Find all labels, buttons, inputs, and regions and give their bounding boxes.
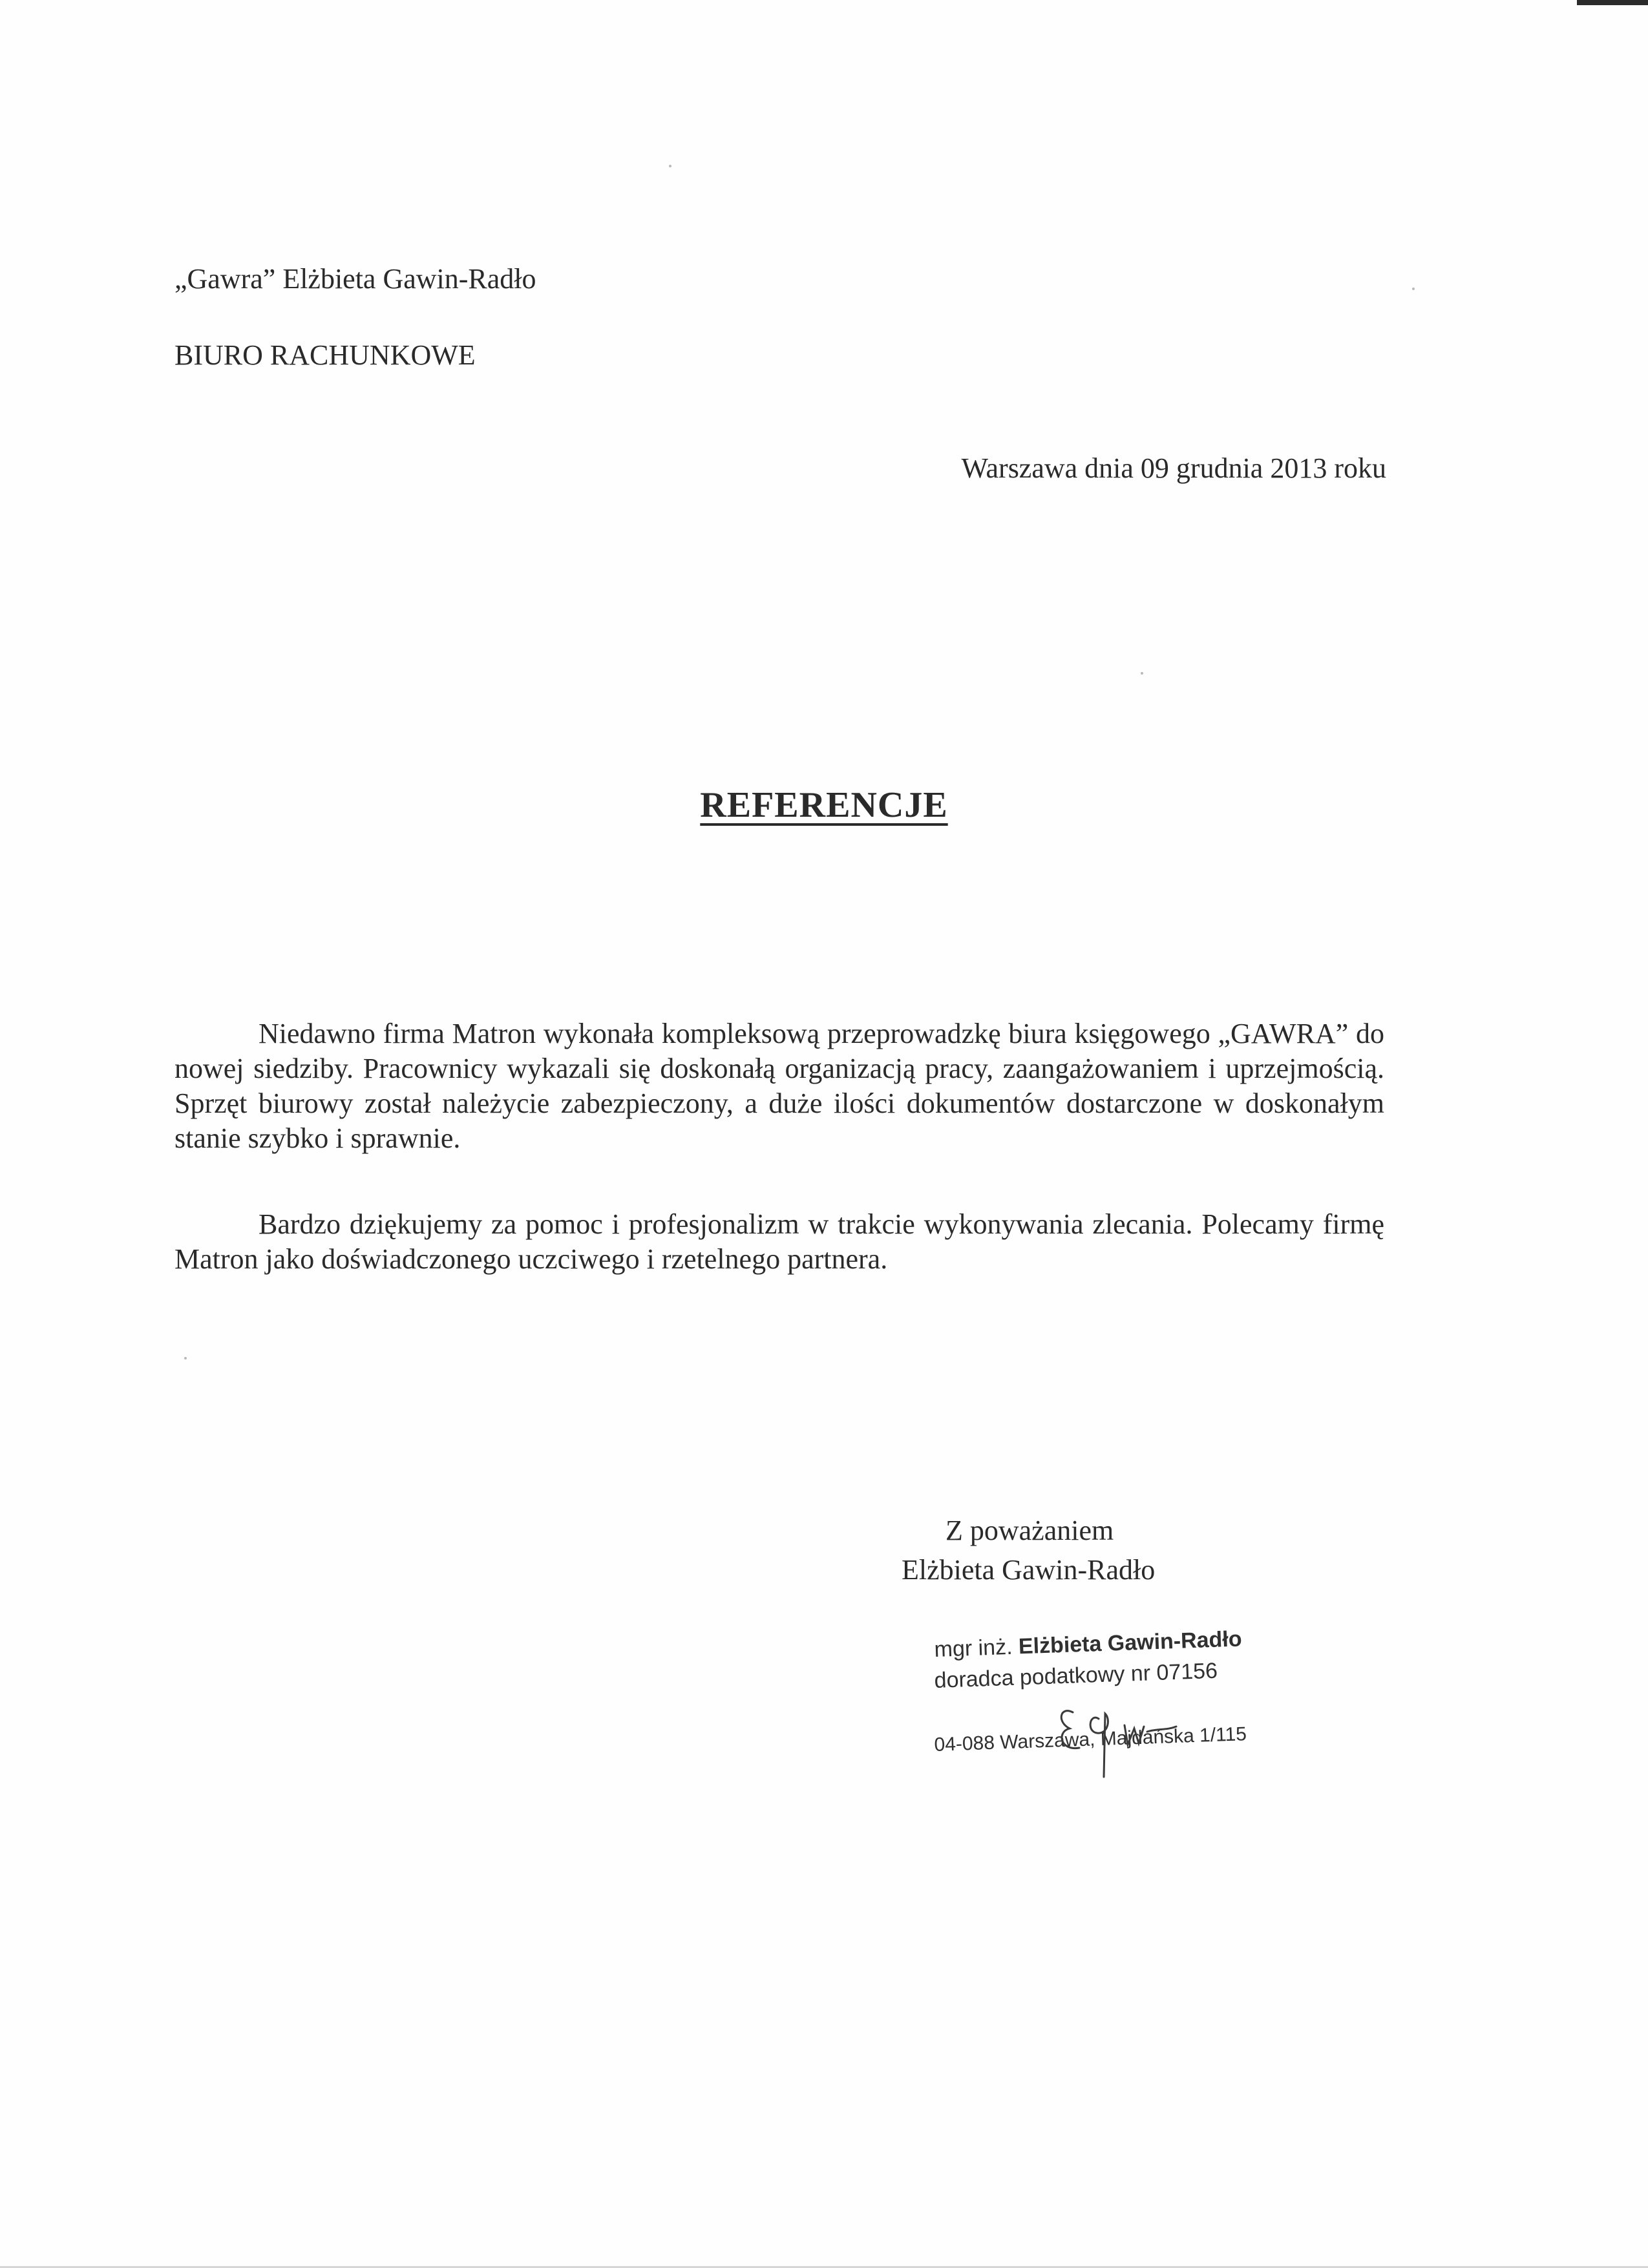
closing-salutation: Z poważaniem [945,1515,1114,1546]
document-title [0,787,1648,823]
letterhead-company: „Gawra” Elżbieta Gawin-Radło [174,263,536,295]
handwritten-signature [1053,1674,1221,1783]
body-paragraph-2: Bardzo dziękujemy za pomoc i profesjonalizm w trakcie wykonywania zlecania. Polecamy firmę Matron jako doświadczonego uczciwego i rzetelnego partnera. [174,1208,1384,1275]
date-line: Warszawa dnia 09 grudnia 2013 roku [961,452,1386,484]
stamp-line-name [934,1626,1242,1663]
stamp-title-prefix: mgr inż. [934,1634,1013,1662]
closing-name: Elżbieta Gawin-Radło [902,1554,1156,1586]
scan-speck [1141,672,1143,675]
body-paragraph-1: Niedawno firma Matron wykonała kompleksową przeprowadzkę biura księgowego „GAWRA” do nowej siedziby. Pracownicy wykazali się doskonałą organizacją pracy, zaangażowaniem i uprzejmością. Sprzęt biurowy został należycie zabezpieczony, a duże ilości dokumentów dostarczone w doskonałym stanie szybko i sprawnie. [174,1018,1384,1154]
scan-speck [184,1357,187,1360]
stamp-name: Elżbieta Gawin-Radło [1018,1626,1243,1659]
stamp-role: doradca podatkowy nr 07156 [934,1658,1218,1693]
document-title-text: REFERENCJE [700,785,948,825]
scan-speck [669,165,671,167]
letterhead-office: BIURO RACHUNKOWE [174,339,476,371]
scan-corner-mark [1577,0,1648,5]
stamp-address: 04-088 Warszawa, Majdańska 1/115 [934,1723,1247,1756]
scan-speck [1412,288,1415,290]
